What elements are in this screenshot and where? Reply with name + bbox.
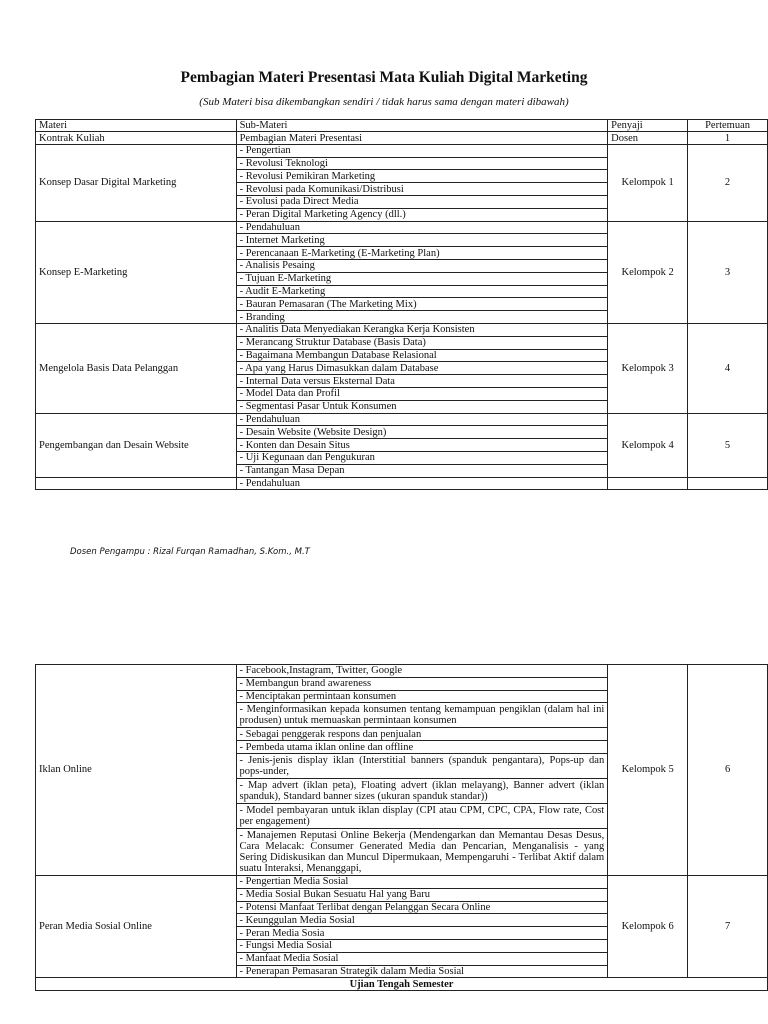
materi-table-page2 xyxy=(35,664,768,991)
sub-materi-item: - Merancang Struktur Database (Basis Data) xyxy=(236,336,608,349)
uts-label: Ujian Tengah Semester xyxy=(36,978,768,991)
document-title: Pembagian Materi Presentasi Mata Kuliah Digital Marketing xyxy=(180,69,588,86)
table-row xyxy=(36,221,768,234)
penyaji-cell: Kelompok 4 xyxy=(608,413,688,477)
sub-materi-item: - Pendahuluan xyxy=(236,477,608,490)
sub-materi-item: - Segmentasi Pasar Untuk Konsumen xyxy=(236,400,608,413)
sub-materi-item: - Analisis Pesaing xyxy=(236,259,608,272)
sub-materi-item: - Media Sosial Bukan Sesuatu Hal yang Baru xyxy=(236,888,608,901)
pertemuan-cell: 7 xyxy=(688,875,768,977)
table-row xyxy=(36,665,768,678)
table-row xyxy=(36,413,768,426)
sub-materi-item: - Pendahuluan xyxy=(236,221,608,234)
pertemuan-cell xyxy=(688,477,768,490)
materi-table-page2-body xyxy=(36,665,768,991)
sub-materi-item: - Apa yang Harus Dimasukkan dalam Database xyxy=(236,362,608,375)
pertemuan-cell: 2 xyxy=(688,144,768,221)
sub-materi-item: - Bagaimana Membangun Database Relasional xyxy=(236,349,608,362)
pertemuan-cell: 5 xyxy=(688,413,768,477)
sub-materi-cell: Pembagian Materi Presentasi xyxy=(236,132,608,144)
penyaji-cell: Kelompok 2 xyxy=(608,221,688,323)
materi-cell: Konsep Dasar Digital Marketing xyxy=(36,144,237,221)
sub-materi-item: - Model Data dan Profil xyxy=(236,387,608,400)
sub-materi-item: - Internal Data versus Eksternal Data xyxy=(236,375,608,388)
dosen-pengampu: Dosen Pengampu : Rizal Furqan Ramadhan, S.Kom., M.T xyxy=(70,547,310,557)
materi-cell: Mengelola Basis Data Pelanggan xyxy=(36,323,237,413)
penyaji-cell: Kelompok 6 xyxy=(608,875,688,977)
sub-materi-item: - Map advert (iklan peta), Floating advert (iklan melayang), Banner advert (iklan spanduk), Standard banner sizes (ukuran spanduk standar)) xyxy=(236,778,608,803)
penyaji-cell: Kelompok 3 xyxy=(608,323,688,413)
sub-materi-item: - Audit E-Marketing xyxy=(236,285,608,298)
uts-row xyxy=(36,978,768,991)
sub-materi-item: - Revolusi Teknologi xyxy=(236,157,608,170)
sub-materi-item: - Desain Website (Website Design) xyxy=(236,426,608,439)
sub-materi-item: - Pendahuluan xyxy=(236,413,608,426)
materi-cell: Konsep E-Marketing xyxy=(36,221,237,323)
materi-cell: Iklan Online xyxy=(36,665,237,876)
table-row xyxy=(36,875,768,888)
header-pertemuan: Pertemuan xyxy=(688,120,768,132)
sub-materi-item: - Pengertian xyxy=(236,144,608,157)
table-row xyxy=(36,477,768,490)
table-row xyxy=(36,132,768,144)
sub-materi-item: - Bauran Pemasaran (The Marketing Mix) xyxy=(236,298,608,311)
sub-materi-item: - Analitis Data Menyediakan Kerangka Kerja Konsisten xyxy=(236,323,608,336)
sub-materi-item: - Tantangan Masa Depan xyxy=(236,464,608,477)
penyaji-cell: Kelompok 5 xyxy=(608,665,688,876)
pertemuan-cell: 6 xyxy=(688,665,768,876)
materi-cell: Kontrak Kuliah xyxy=(36,132,237,144)
sub-materi-item: - Jenis-jenis display iklan (Interstitial banners (spanduk pengantara), Pops-up dan pops-under, xyxy=(236,753,608,778)
penyaji-cell: Dosen xyxy=(608,132,688,144)
document-subtitle: (Sub Materi bisa dikembangkan sendiri / tidak harus sama dengan materi dibawah) xyxy=(199,96,569,108)
header-sub-materi: Sub-Materi xyxy=(236,120,608,132)
sub-materi-item: - Menciptakan permintaan konsumen xyxy=(236,690,608,703)
materi-cell xyxy=(36,477,237,490)
sub-materi-item: - Konten dan Desain Situs xyxy=(236,439,608,452)
pertemuan-cell: 3 xyxy=(688,221,768,323)
header-penyaji: Penyaji xyxy=(608,120,688,132)
sub-materi-item: - Internet Marketing xyxy=(236,234,608,247)
sub-materi-item: - Peran Media Sosia xyxy=(236,927,608,940)
materi-cell: Pengembangan dan Desain Website xyxy=(36,413,237,477)
sub-materi-item: - Facebook,Instagram, Twitter, Google xyxy=(236,665,608,678)
header-materi: Materi xyxy=(36,120,237,132)
sub-materi-item: - Tujuan E-Marketing xyxy=(236,272,608,285)
sub-materi-item: - Manfaat Media Sosial xyxy=(236,952,608,965)
sub-materi-item: - Menginformasikan kepada konsumen tentang kemampuan pengiklan (dalam hal ini produsen) untuk memuaskan permintaan konsumen xyxy=(236,703,608,728)
pertemuan-cell: 4 xyxy=(688,323,768,413)
table-row xyxy=(36,144,768,157)
sub-materi-item: - Revolusi pada Komunikasi/Distribusi xyxy=(236,183,608,196)
sub-materi-item: - Model pembayaran untuk iklan display (CPI atau CPM, CPC, CPA, Flow rate, Cost per engagement) xyxy=(236,803,608,828)
sub-materi-item: - Membangun brand awareness xyxy=(236,677,608,690)
sub-materi-item: - Penerapan Pemasaran Strategik dalam Media Sosial xyxy=(236,965,608,978)
sub-materi-item: - Pembeda utama iklan online dan offline xyxy=(236,741,608,754)
materi-cell: Peran Media Sosial Online xyxy=(36,875,237,977)
sub-materi-item: - Evolusi pada Direct Media xyxy=(236,195,608,208)
sub-materi-item: - Pengertian Media Sosial xyxy=(236,875,608,888)
sub-materi-item: - Branding xyxy=(236,311,608,324)
table-row xyxy=(36,323,768,336)
sub-materi-item: - Uji Kegunaan dan Pengukuran xyxy=(236,451,608,464)
materi-table-body xyxy=(36,120,768,490)
sub-materi-item: - Fungsi Media Sosial xyxy=(236,939,608,952)
sub-materi-item: - Keunggulan Media Sosial xyxy=(236,914,608,927)
penyaji-cell: Kelompok 1 xyxy=(608,144,688,221)
sub-materi-item: - Perencanaan E-Marketing (E-Marketing Plan) xyxy=(236,247,608,260)
sub-materi-item: - Potensi Manfaat Terlibat dengan Pelanggan Secara Online xyxy=(236,901,608,914)
table-header-row xyxy=(36,120,768,132)
sub-materi-item: - Revolusi Pemikiran Marketing xyxy=(236,170,608,183)
penyaji-cell xyxy=(608,477,688,490)
sub-materi-item: - Peran Digital Marketing Agency (dll.) xyxy=(236,208,608,221)
pertemuan-cell: 1 xyxy=(688,132,768,144)
sub-materi-item: - Manajemen Reputasi Online Bekerja (Mendengarkan dan Memantau Desas Desus, Cara Melacak: Consumer Generated Media dan Pencarian, Menganalisis - yang Sering Didiskusikan dan Muncul Dipermukaan, Mempengaruhi - Terlibat Aktif dalam suatu Interaksi, Menanggapi, xyxy=(236,828,608,875)
materi-table xyxy=(35,119,768,490)
sub-materi-item: - Sebagai penggerak respons dan penjualan xyxy=(236,728,608,741)
